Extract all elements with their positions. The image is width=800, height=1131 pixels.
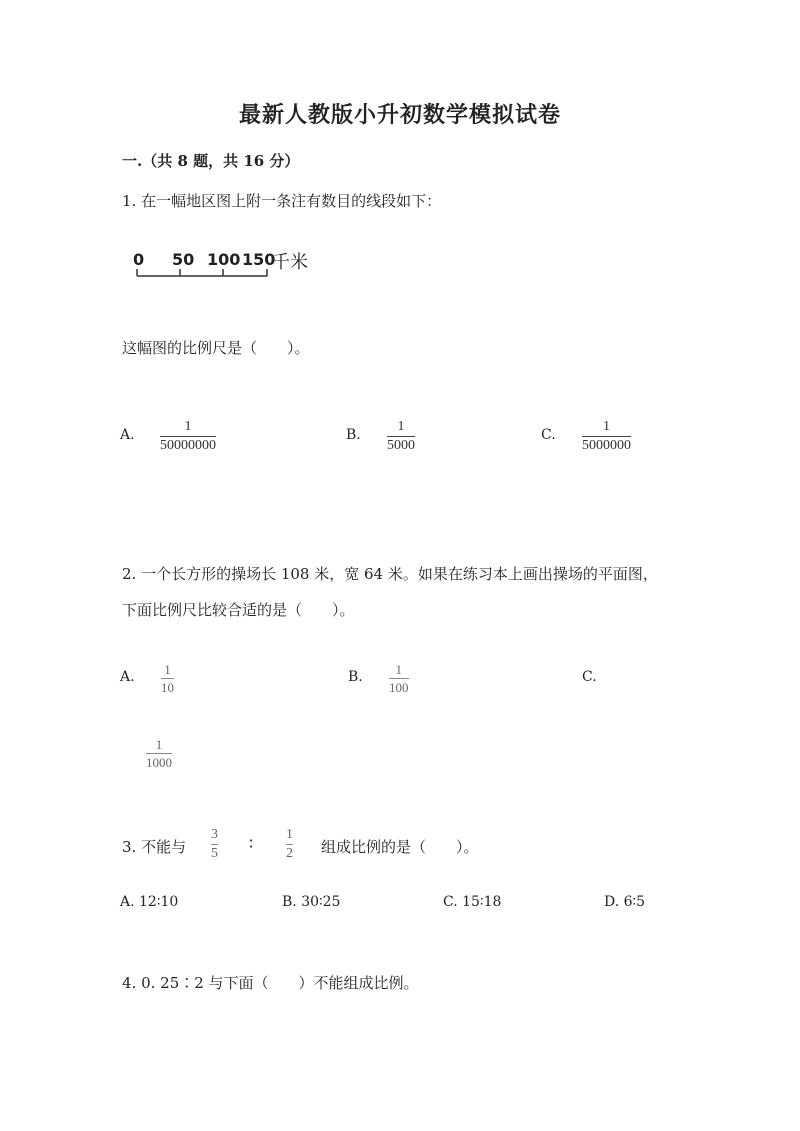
question-3-suffix: 组成比例的是（ ）。	[321, 838, 479, 856]
page-title: 最新人教版小升初数学模拟试卷	[238, 102, 561, 128]
q1-option-c-label: C.	[541, 427, 556, 443]
q2-option-c-label: C.	[582, 669, 597, 685]
q3-option-a: A. 12∶10	[120, 894, 179, 910]
q3-fraction-2: 1 2	[286, 827, 293, 861]
question-2-line-2: 下面比例尺比较合适的是（ ）。	[122, 601, 355, 619]
q1-option-a-label: A.	[120, 427, 135, 443]
question-1-prompt: 这幅图的比例尺是（ ）。	[122, 339, 310, 357]
question-2-line-1: 2. 一个长方形的操场长 108 米，宽 64 米。如果在练习本上画出操场的平面图，	[122, 565, 658, 583]
q3-fraction-1: 3 5	[211, 827, 218, 861]
q1-option-b-fraction: 1 5000	[387, 419, 415, 453]
q3-option-c: C. 15∶18	[443, 894, 502, 910]
scale-tick-label: 0	[133, 250, 145, 269]
question-3-prefix: 3. 不能与	[122, 838, 187, 856]
q3-option-d: D. 6∶5	[604, 894, 646, 910]
scale-tick-label: 100	[207, 250, 241, 269]
q2-option-b-fraction: 1 100	[389, 662, 409, 695]
scale-unit: 千米	[272, 252, 308, 273]
scale-tick-label: 50	[172, 250, 195, 269]
section-header: 一.（共 8 题，共 16 分）	[122, 152, 300, 170]
q1-option-c-fraction: 1 5000000	[582, 419, 631, 453]
scale-tick-label: 150	[242, 250, 276, 269]
question-1-text: 1. 在一幅地区图上附一条注有数目的线段如下：	[122, 192, 442, 210]
q1-option-a-fraction: 1 50000000	[160, 419, 216, 453]
q2-option-a-fraction: 1 10	[161, 662, 174, 695]
q3-option-b: B. 30∶25	[282, 894, 341, 910]
q3-ratio-colon: ∶	[249, 834, 254, 853]
q2-option-c-fraction: 1 1000	[146, 737, 172, 770]
question-4-text: 4. 0. 25∶2 与下面（ ）不能组成比例。	[122, 974, 419, 992]
q1-option-b-label: B.	[346, 427, 361, 443]
scale-line	[132, 266, 272, 280]
q2-option-b-label: B.	[348, 669, 363, 685]
q2-option-a-label: A.	[120, 669, 135, 685]
